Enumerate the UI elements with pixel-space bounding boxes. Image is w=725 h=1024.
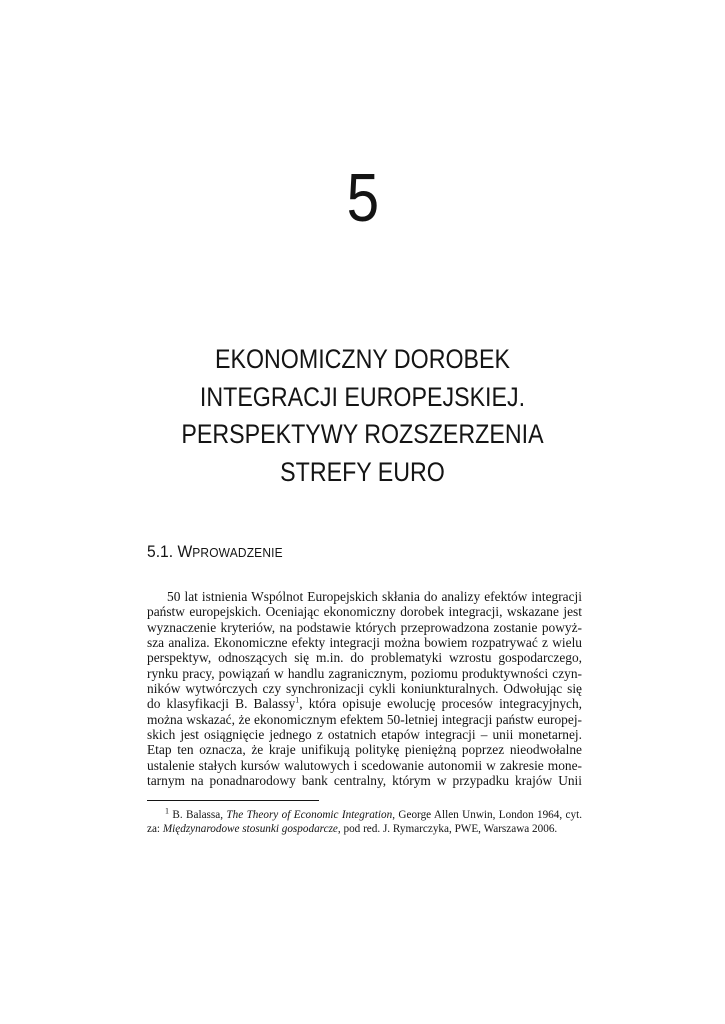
body-line-8-tail: , która opisuje ewolucję procesów integracyjnych, <box>299 696 583 712</box>
body-line: ustalenie stałych kursów walutowych i scedowanie autonomii w zakresie mone- <box>147 757 582 773</box>
footnote <box>147 808 582 836</box>
section-heading <box>147 541 283 564</box>
body-line: Etap ten oznacza, że kraje unifikują politykę pieniężną poprzez nieodwołalne <box>147 742 582 758</box>
body-line: rynku pracy, powiązań w handlu zagranicznym, poziomu produktywności czyn- <box>147 665 582 681</box>
chapter-title-line: EKONOMICZNY DOROBEK <box>214 344 511 374</box>
footnote-details: , George Allen Unwin, London 1964, cyt. <box>392 809 583 821</box>
chapter-title <box>0 341 725 491</box>
chapter-title-line: STREFY EURO <box>280 456 445 487</box>
footnote-line <box>147 822 582 836</box>
footnote-book2-title: Międzynarodowe stosunki gospodarcze <box>162 823 338 835</box>
footnote-line <box>147 808 582 822</box>
footnote-book-title: The Theory of Economic Integration <box>226 809 393 821</box>
body-line: 50 lat istnienia Wspólnot Europejskich skłania do analizy efektów integracji <box>167 589 582 604</box>
body-line: wyznaczenie kryteriów, na podstawie których przeprowadzona zostanie powyż- <box>147 619 582 635</box>
footnote-prefix: za: <box>147 823 163 835</box>
footnote-details2: , pod red. J. Rymarczyka, PWE, Warszawa 2006. <box>337 823 558 835</box>
body-line-8-head: do klasyfikacji B. Balassy <box>147 696 296 712</box>
body-line: skich jest osiągnięcie jednego z ostatnich etapów integracji – unii monetarnej. <box>147 727 582 743</box>
body-line: ników wytwórczych czy synchronizacji cykli koniunkturalnych. Odwołując się <box>147 681 582 697</box>
body-line: państw europejskich. Oceniając ekonomiczny dorobek integracji, wskazane jest <box>147 604 582 620</box>
section-number: 5.1. <box>147 542 174 561</box>
footnote-number: 1 <box>165 806 169 816</box>
body-line: sza analiza. Ekonomiczne efekty integracji można bowiem rozpatrywać z wielu <box>147 635 582 651</box>
section-title-initial: W <box>177 542 193 561</box>
footnote-rule <box>147 800 319 801</box>
body-line <box>147 696 582 711</box>
body-line: perspektyw, odnoszących się m.in. do problematyki wzrostu gospodarczego, <box>147 650 582 666</box>
body-line: tarnym na ponadnarodowy bank centralny, którym w przypadku krajów Unii <box>147 773 582 789</box>
chapter-title-line: INTEGRACJI EUROPEJSKIEJ. <box>199 381 526 412</box>
chapter-title-line: PERSPEKTYWY ROZSZERZENIA <box>181 419 544 449</box>
body-line: można wskazać, że ekonomicznym efektem 50-letniej integracji państw europej- <box>147 711 582 727</box>
footnote-ref[interactable]: 1 <box>295 695 300 705</box>
chapter-number: 5 <box>346 160 379 236</box>
section-title-rest: PROWADZENIE <box>192 545 283 560</box>
footnote-author: B. Balassa, <box>172 809 227 821</box>
body-text <box>147 589 582 788</box>
